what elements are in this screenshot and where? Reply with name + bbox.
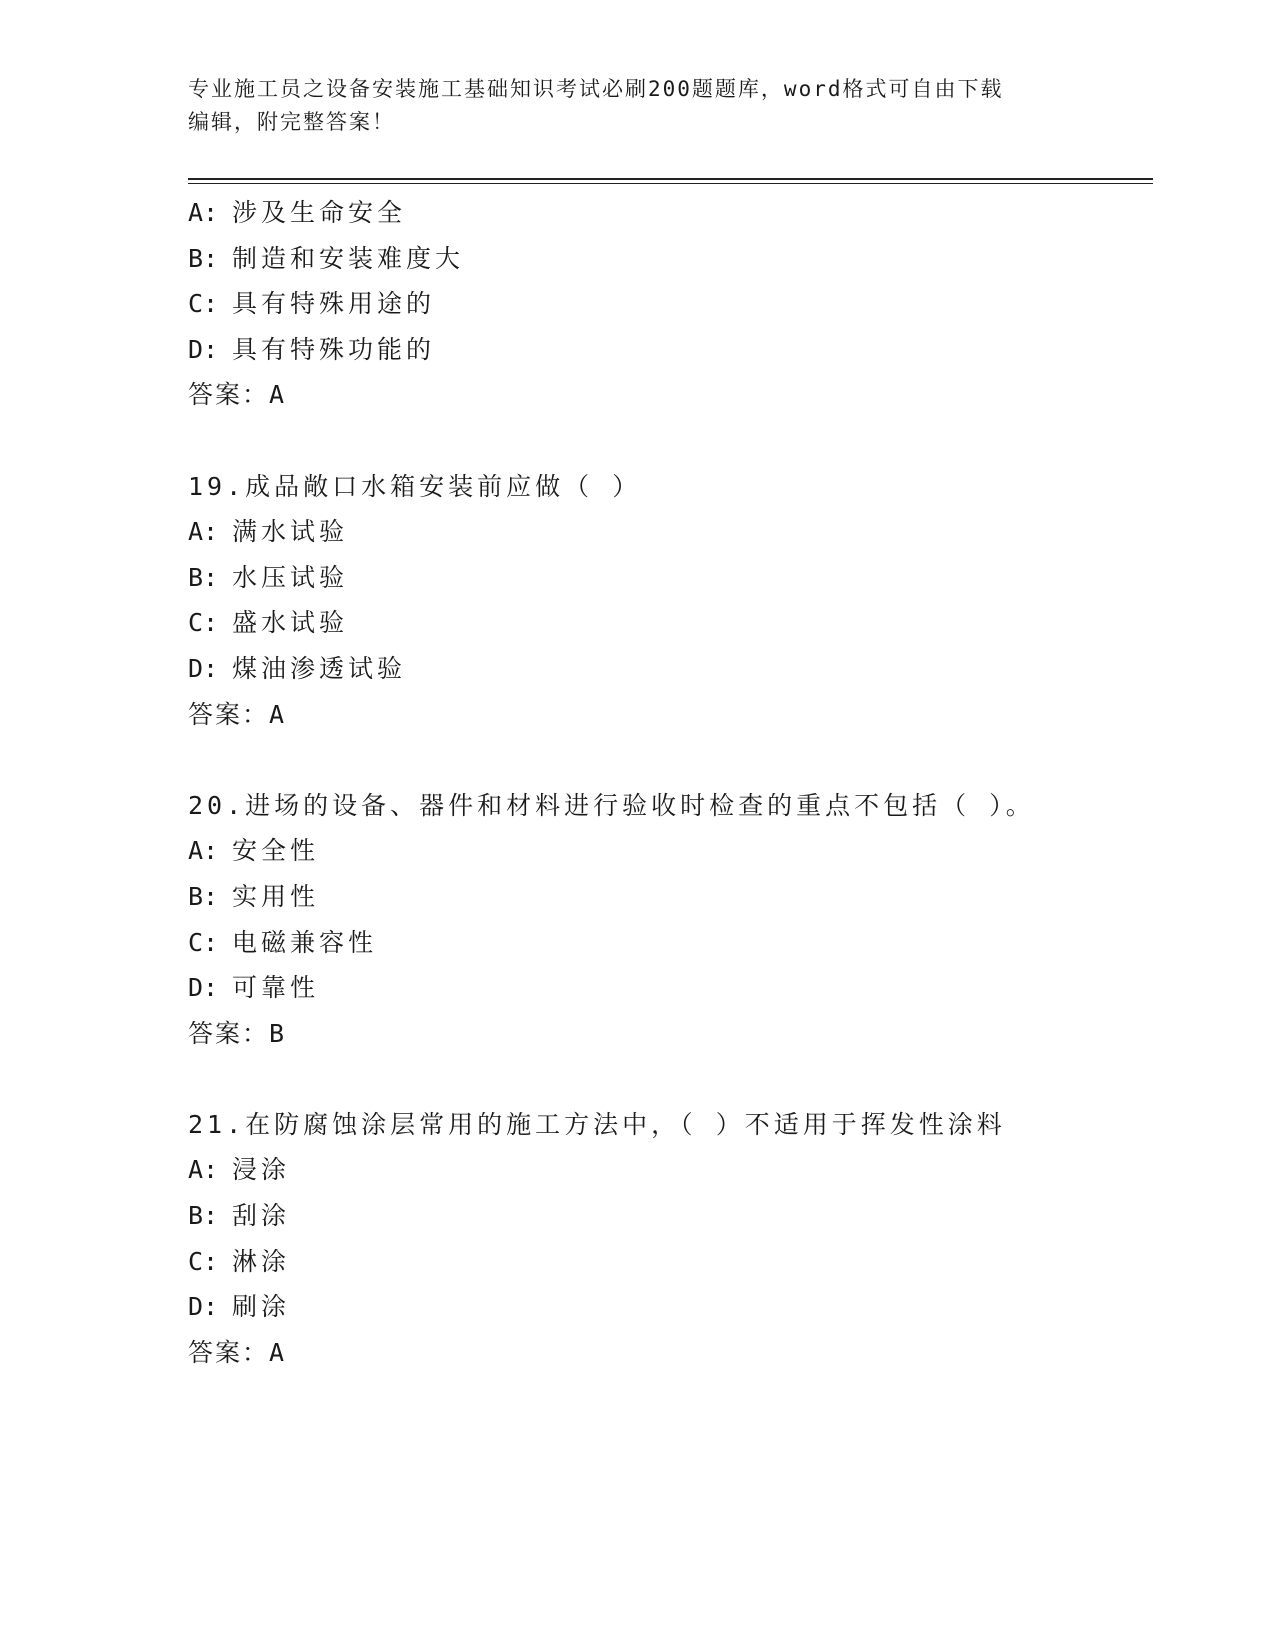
option-text: 安全性: [232, 836, 320, 866]
answer-line: 答案：A: [188, 380, 287, 410]
question-stem: 21.在防腐蚀涂层常用的施工方法中，（ ）不适用于挥发性涂料: [188, 1109, 1006, 1139]
option-text: 浸涂: [232, 1155, 291, 1185]
option-a: [188, 509, 1153, 555]
question-19: [188, 464, 1153, 738]
option-letter: C:: [188, 1246, 219, 1276]
option-a: [188, 828, 1153, 874]
question-20: [188, 783, 1153, 1057]
option-c: [188, 600, 1153, 646]
option-text: 刷涂: [232, 1292, 291, 1322]
option-text: 具有特殊功能的: [232, 334, 436, 364]
option-text: 刮涂: [232, 1201, 291, 1231]
answer-line: 答案：A: [188, 1337, 287, 1367]
option-text: 涉及生命安全: [232, 198, 407, 227]
question-21: [188, 1102, 1153, 1376]
question-content: [188, 190, 1153, 1375]
option-letter: A:: [188, 517, 219, 547]
option-b: [188, 555, 1153, 601]
option-text: 水压试验: [232, 562, 349, 592]
option-letter: D:: [188, 653, 219, 683]
option-letter: C:: [188, 289, 219, 319]
option-letter: C:: [188, 927, 219, 957]
option-text: 煤油渗透试验: [232, 653, 407, 683]
option-letter: A:: [188, 836, 219, 866]
option-letter: A:: [188, 1155, 219, 1185]
option-text: 电磁兼容性: [232, 927, 378, 957]
option-letter: D:: [188, 973, 219, 1003]
document-header: [188, 73, 1088, 139]
option-letter: D:: [188, 1292, 219, 1322]
option-text: 制造和安装难度大: [232, 243, 465, 273]
option-b: [188, 874, 1153, 920]
option-c: [188, 281, 1153, 327]
option-letter: C:: [188, 608, 219, 638]
option-d: [188, 327, 1153, 373]
option-c: [188, 1239, 1153, 1285]
question-spacer: [188, 1056, 1153, 1102]
option-d: [188, 1284, 1153, 1330]
answer-line: 答案：A: [188, 699, 287, 729]
question-spacer: [188, 418, 1153, 464]
option-letter: A:: [188, 198, 219, 227]
option-c: [188, 920, 1153, 966]
option-text: 盛水试验: [232, 608, 349, 638]
option-letter: B:: [188, 881, 219, 911]
option-b: [188, 1193, 1153, 1239]
option-a: [188, 1147, 1153, 1193]
question-18-continued: [188, 190, 1153, 418]
option-text: 可靠性: [232, 973, 320, 1003]
question-stem: 19.成品敞口水箱安装前应做（ ）: [188, 471, 642, 501]
option-b: [188, 236, 1153, 282]
option-text: 淋涂: [232, 1246, 291, 1276]
question-stem: 20.进场的设备、器件和材料进行验收时检查的重点不包括（ ）。: [188, 790, 1035, 820]
header-line-1: 专业施工员之设备安装施工基础知识考试必刷200题题库，word格式可自由下载: [188, 77, 1004, 101]
option-text: 具有特殊用途的: [232, 289, 436, 319]
header-divider-thin: [188, 183, 1153, 184]
option-letter: B:: [188, 243, 219, 273]
option-d: [188, 646, 1153, 692]
option-text: 满水试验: [232, 517, 349, 547]
option-letter: B:: [188, 1201, 219, 1231]
option-d: [188, 965, 1153, 1011]
header-divider-thick: [188, 178, 1153, 180]
option-a: [188, 190, 1153, 236]
option-letter: B:: [188, 562, 219, 592]
option-letter: D:: [188, 334, 219, 364]
header-line-2: 编辑，附完整答案！: [188, 110, 395, 134]
question-spacer: [188, 737, 1153, 783]
answer-line: 答案：B: [188, 1018, 287, 1048]
option-text: 实用性: [232, 881, 320, 911]
